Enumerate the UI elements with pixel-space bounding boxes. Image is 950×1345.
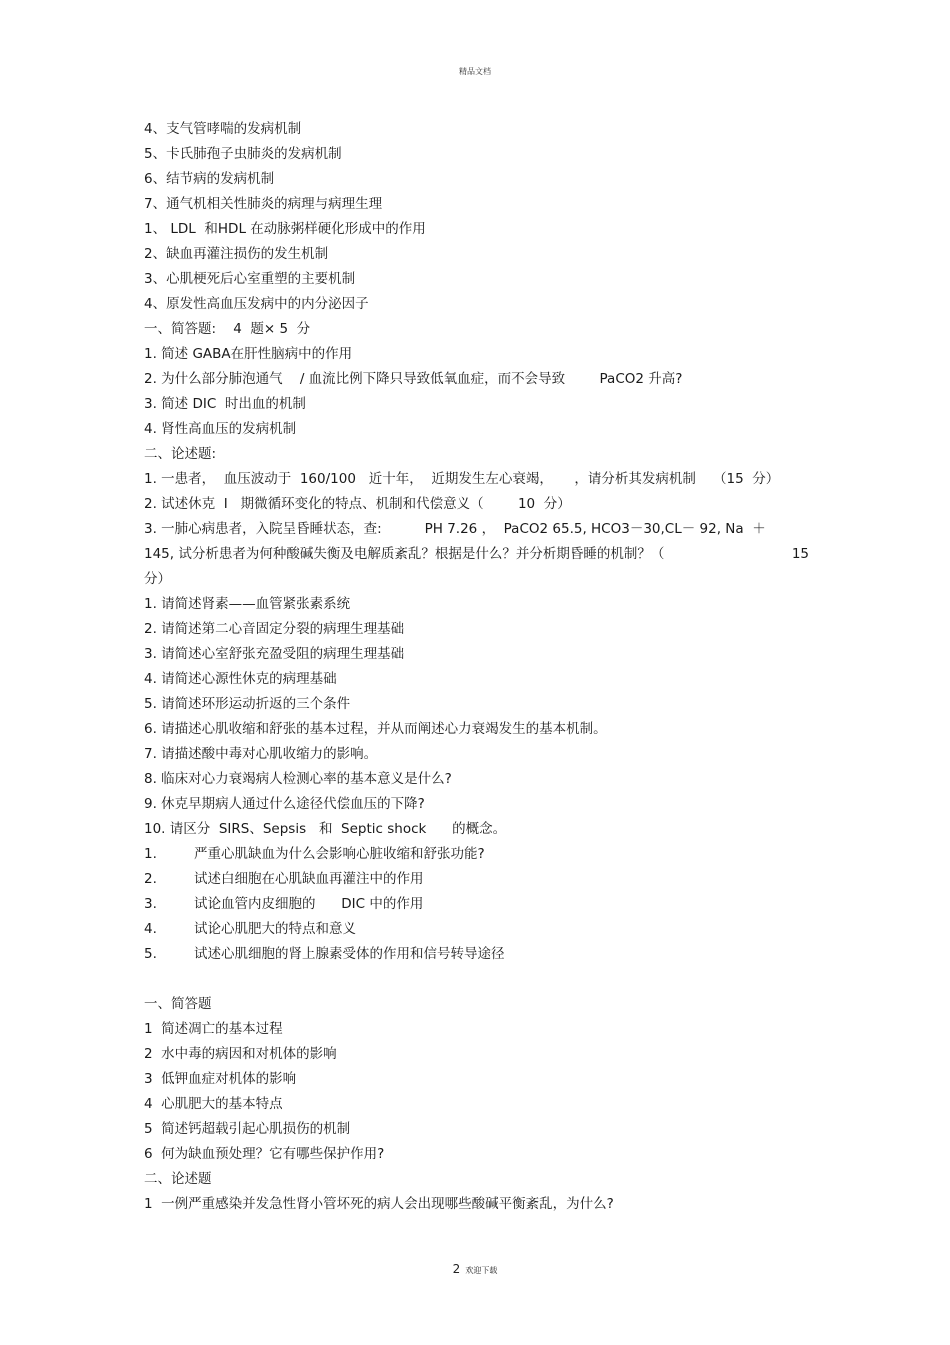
list-item-number: 2. xyxy=(144,871,157,887)
text-line: 7、通气机相关性肺炎的病理与病理生理 xyxy=(144,196,383,212)
text-line: 6 何为缺血预处理？它有哪些保护作用? xyxy=(144,1146,385,1162)
text-line: 2 水中毒的病因和对机体的影响 xyxy=(144,1046,337,1062)
list-item xyxy=(144,892,809,917)
list-item-text: 试述心肌细胞的肾上腺素受体的作用和信号转导途径 xyxy=(194,946,505,962)
text-line: 3 低钾血症对机体的影响 xyxy=(144,1071,297,1087)
text-line: 1、 LDL 和HDL 在动脉粥样硬化形成中的作用 xyxy=(144,221,426,237)
section-heading: 一、简答题 xyxy=(144,996,212,1012)
document-body xyxy=(144,117,809,1217)
list-item xyxy=(144,917,809,942)
text-line: 6、结节病的发病机制 xyxy=(144,171,275,187)
long-question xyxy=(144,517,809,592)
long-question-line-2 xyxy=(144,542,809,567)
text-line: 5 简述钙超载引起心肌损伤的机制 xyxy=(144,1121,351,1137)
blank-line xyxy=(144,967,809,992)
section-lines-3 xyxy=(144,992,809,1217)
text-line: 2、缺血再灌注损伤的发生机制 xyxy=(144,246,329,262)
footer-text: 欢迎下载 xyxy=(465,1266,498,1275)
text-line: 3. 请简述心室舒张充盈受阻的病理生理基础 xyxy=(144,646,405,662)
list-item-number: 5. xyxy=(144,946,157,962)
numbered-list xyxy=(144,842,809,967)
text-line: 4. 请简述心源性休克的病理基础 xyxy=(144,671,337,687)
text-line: 9. 休克早期病人通过什么途径代偿血压的下降? xyxy=(144,796,425,812)
long-question-line-2-left: 145, 试分析患者为何种酸碱失衡及电解质紊乱？根据是什么？并分析期昏睡的机制？（ xyxy=(144,546,665,562)
text-line: 5. 请简述环形运动折返的三个条件 xyxy=(144,696,351,712)
text-line: 8. 临床对心力衰竭病人检测心率的基本意义是什么? xyxy=(144,771,452,787)
page-number: 2 xyxy=(452,1262,461,1276)
text-line: 3、心肌梗死后心室重塑的主要机制 xyxy=(144,271,356,287)
text-line: 6. 请描述心肌收缩和舒张的基本过程，并从而阐述心力衰竭发生的基本机制。 xyxy=(144,721,607,737)
section-heading: 二、论述题 xyxy=(144,1171,212,1187)
list-item xyxy=(144,842,809,867)
text-line: 4、支气管哮喘的发病机制 xyxy=(144,121,302,137)
list-item-text: 试论血管内皮细胞的 DIC 中的作用 xyxy=(194,896,424,912)
list-item xyxy=(144,942,809,967)
text-line: 2. 请简述第二心音固定分裂的病理生理基础 xyxy=(144,621,405,637)
long-question-line-1: 3. 一肺心病患者，入院呈昏睡状态，查: PH 7.26 ， PaCO2 65.5, HCO3－30,CL－ 92, Na ＋ xyxy=(144,521,766,537)
section-heading: 一、简答题: 4 题× 5 分 xyxy=(144,321,311,337)
text-line: 1. 请简述肾素——血管紧张素系统 xyxy=(144,596,351,612)
text-line: 5、卡氏肺孢子虫肺炎的发病机制 xyxy=(144,146,342,162)
section-lines-1 xyxy=(144,117,809,517)
list-item xyxy=(144,867,809,892)
list-item-number: 3. xyxy=(144,896,157,912)
list-item-text: 试述白细胞在心肌缺血再灌注中的作用 xyxy=(194,871,424,887)
text-line: 2. 为什么部分肺泡通气 / 血流比例下降只导致低氧血症，而不会导致 PaCO2 升高? xyxy=(144,371,683,387)
list-item-number: 1. xyxy=(144,846,157,862)
text-line: 1. 一患者， 血压波动于 160/100 近十年， 近期发生左心衰竭， ，请分析其发病机制 （15 分） xyxy=(144,471,780,487)
list-item-text: 严重心肌缺血为什么会影响心脏收缩和舒张功能? xyxy=(194,846,485,862)
text-line: 1 简述凋亡的基本过程 xyxy=(144,1021,283,1037)
page-header: 精品文档 xyxy=(459,67,491,76)
text-line: 10. 请区分 SIRS、Sepsis 和 Septic shock 的概念。 xyxy=(144,821,507,837)
text-line: 2. 试述休克 I 期微循环变化的特点、机制和代偿意义（ 10 分） xyxy=(144,496,571,512)
list-item-text: 试论心肌肥大的特点和意义 xyxy=(194,921,356,937)
text-line: 3. 简述 DIC 时出血的机制 xyxy=(144,396,306,412)
text-line: 1. 简述 GABA在肝性脑病中的作用 xyxy=(144,346,353,362)
text-line: 4. 肾性高血压的发病机制 xyxy=(144,421,297,437)
list-item-number: 4. xyxy=(144,921,157,937)
text-line: 7. 请描述酸中毒对心肌收缩力的影响。 xyxy=(144,746,378,762)
page-footer xyxy=(0,1258,950,1277)
long-question-line-2-right: 15 xyxy=(791,546,809,562)
section-lines-2 xyxy=(144,592,809,842)
long-question-line-3: 分） xyxy=(144,571,171,587)
text-line: 4 心肌肥大的基本特点 xyxy=(144,1096,283,1112)
text-line: 1 一例严重感染并发急性肾小管坏死的病人会出现哪些酸碱平衡紊乱，为什么? xyxy=(144,1196,614,1212)
text-line: 4、原发性高血压发病中的内分泌因子 xyxy=(144,296,369,312)
section-heading: 二、论述题: xyxy=(144,446,217,462)
